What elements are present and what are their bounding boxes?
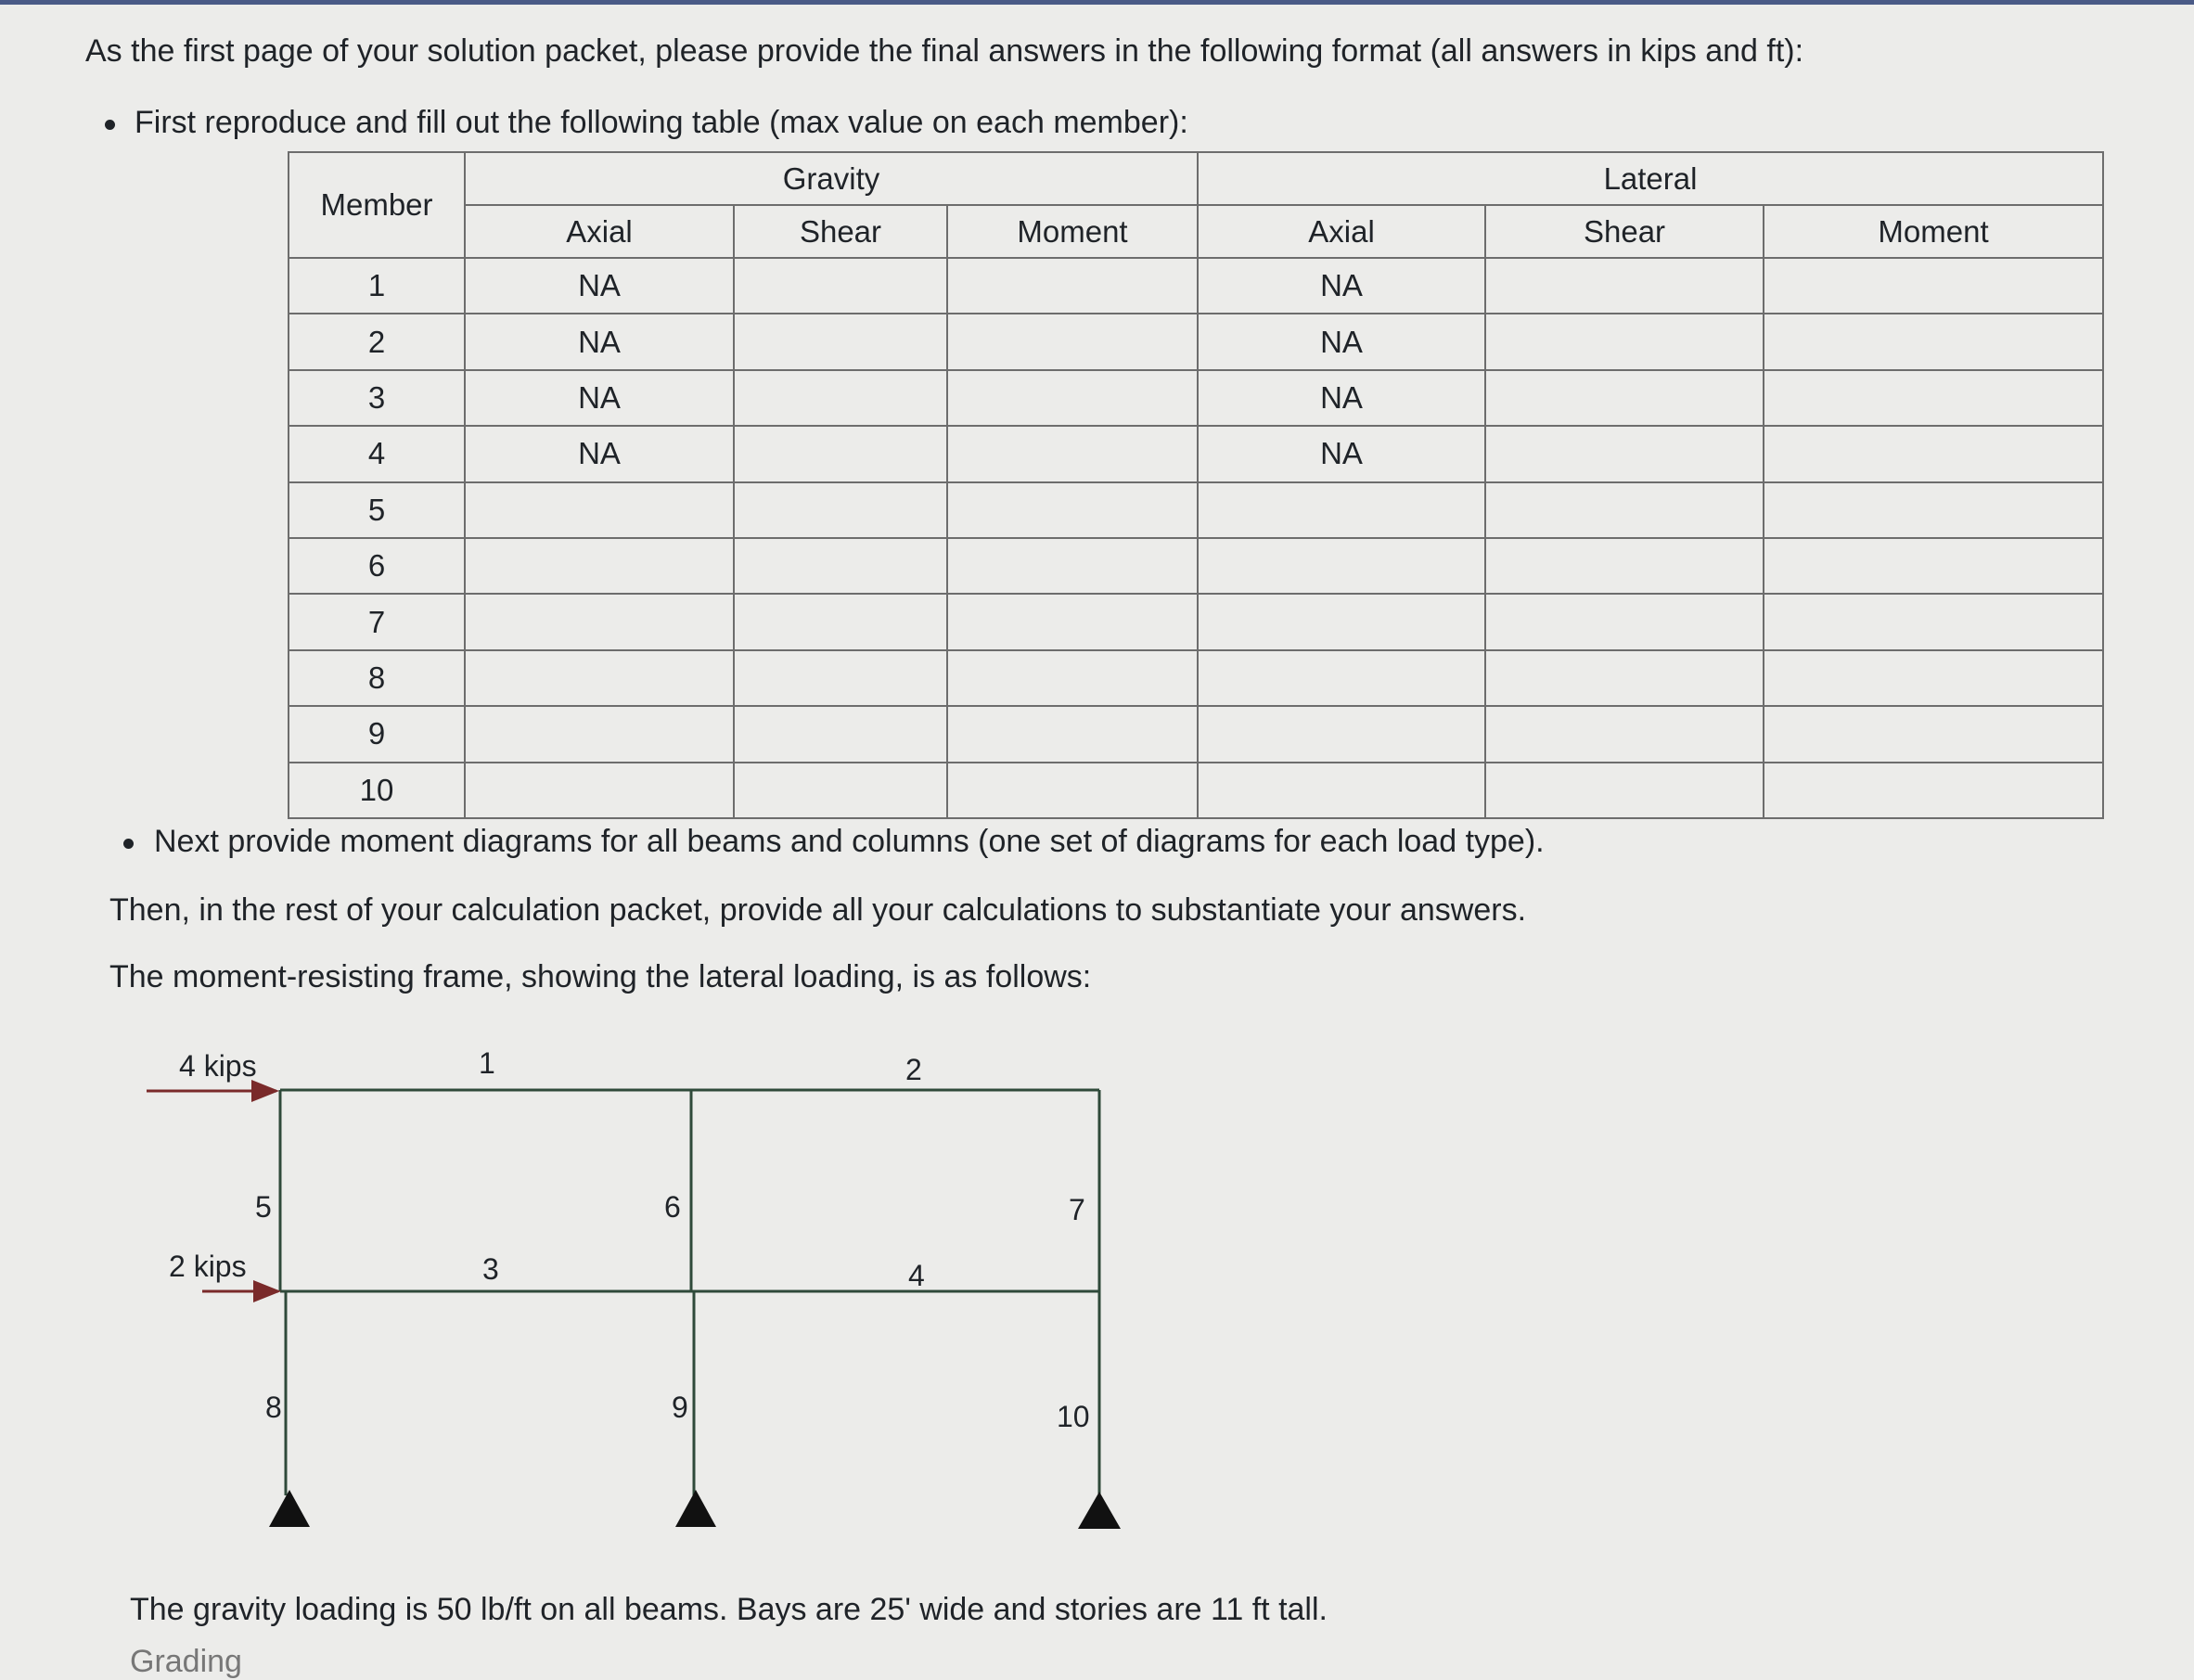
- gravity-axial-cell[interactable]: NA: [465, 258, 734, 314]
- cut-off-text: Grading: [130, 1644, 242, 1679]
- lateral-header: Lateral: [1198, 152, 2103, 205]
- frame-intro-paragraph: The moment-resisting frame, showing the lateral loading, is as follows:: [109, 959, 1092, 994]
- gravity-axial-cell[interactable]: NA: [465, 370, 734, 426]
- member-label-5: 5: [255, 1190, 272, 1224]
- intro-text: As the first page of your solution packet, please provide the final answers in the following format (all answers in kips and ft):: [85, 33, 1804, 69]
- support-right: [1078, 1492, 1121, 1529]
- load-label-mid: 2 kips: [169, 1250, 247, 1283]
- support-middle: [675, 1490, 716, 1527]
- member-cell: 2: [289, 314, 465, 369]
- gravity-moment-header: Moment: [947, 205, 1198, 258]
- member-label-4: 4: [908, 1259, 925, 1292]
- bullet-table-instructions: First reproduce and fill out the following table (max value on each member):: [135, 105, 1188, 140]
- bullet-moment-diagrams: Next provide moment diagrams for all beams and columns (one set of diagrams for each load type).: [154, 824, 1545, 859]
- member-label-2: 2: [905, 1053, 922, 1086]
- member-label-8: 8: [265, 1391, 282, 1424]
- member-cell: 9: [289, 706, 465, 762]
- member-cell: 3: [289, 370, 465, 426]
- member-cell: 6: [289, 538, 465, 594]
- member-cell: 8: [289, 650, 465, 706]
- member-cell: 4: [289, 426, 465, 481]
- gravity-shear-header: Shear: [734, 205, 947, 258]
- load-label-top: 4 kips: [179, 1049, 257, 1083]
- member-cell: 7: [289, 594, 465, 649]
- member-label-10: 10: [1057, 1400, 1090, 1433]
- support-left: [269, 1490, 310, 1527]
- gravity-axial-cell[interactable]: NA: [465, 426, 734, 481]
- gravity-header: Gravity: [465, 152, 1198, 205]
- member-cell: 1: [289, 258, 465, 314]
- member-label-7: 7: [1069, 1193, 1085, 1226]
- calc-paragraph: Then, in the rest of your calculation packet, provide all your calculations to substantiate your answers.: [109, 892, 1527, 928]
- lateral-axial-cell[interactable]: NA: [1198, 370, 1485, 426]
- member-label-1: 1: [479, 1046, 495, 1080]
- lateral-axial-cell[interactable]: NA: [1198, 314, 1485, 369]
- lateral-axial-cell[interactable]: NA: [1198, 426, 1485, 481]
- member-label-9: 9: [672, 1391, 688, 1424]
- member-cell: 5: [289, 482, 465, 538]
- lateral-axial-header: Axial: [1198, 205, 1485, 258]
- member-label-3: 3: [482, 1252, 499, 1286]
- lateral-axial-cell[interactable]: NA: [1198, 258, 1485, 314]
- footer-text: The gravity loading is 50 lb/ft on all beams. Bays are 25' wide and stories are 11 ft tall.: [130, 1592, 1328, 1627]
- member-cell: 10: [289, 763, 465, 818]
- gravity-axial-header: Axial: [465, 205, 734, 258]
- lateral-moment-header: Moment: [1764, 205, 2103, 258]
- lateral-shear-header: Shear: [1485, 205, 1764, 258]
- gravity-axial-cell[interactable]: NA: [465, 314, 734, 369]
- member-header: Member: [289, 152, 465, 258]
- member-label-6: 6: [664, 1190, 681, 1224]
